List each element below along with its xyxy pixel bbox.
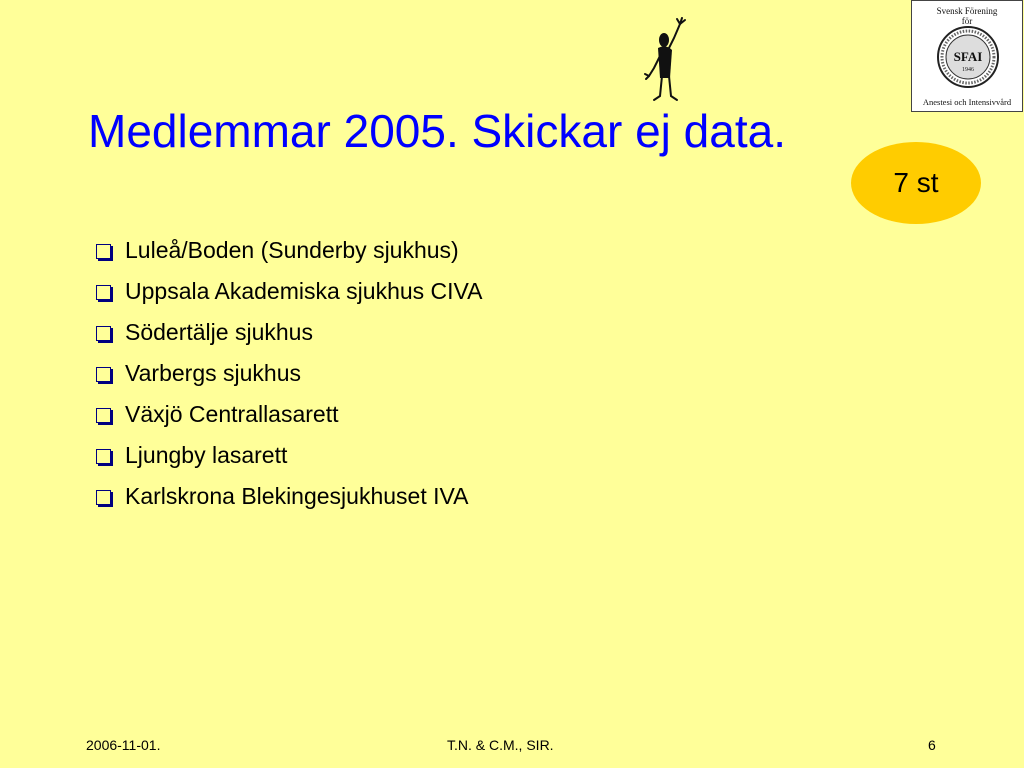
- slide-title: Medlemmar 2005. Skickar ej data.: [88, 105, 786, 157]
- count-badge: 7 st: [851, 142, 981, 224]
- list-item: Växjö Centrallasarett: [96, 394, 483, 435]
- footer-date: 2006-11-01.: [86, 737, 161, 753]
- list-item: Ljungby lasarett: [96, 435, 483, 476]
- logo-bottom-text: Anestesi och Intensivvård: [922, 97, 1012, 107]
- list-item: Varbergs sjukhus: [96, 353, 483, 394]
- list-item: Luleå/Boden (Sunderby sjukhus): [96, 230, 483, 271]
- footer-page-number: 6: [928, 737, 936, 753]
- square-bullet-icon: [96, 244, 111, 259]
- hospital-list: [96, 230, 483, 517]
- footer-author: T.N. & C.M., SIR.: [447, 737, 554, 753]
- seal-year: 1946: [962, 67, 974, 73]
- waving-person-icon: [640, 16, 696, 108]
- square-bullet-icon: [96, 408, 111, 423]
- square-bullet-icon: [96, 367, 111, 382]
- square-bullet-icon: [96, 449, 111, 464]
- square-bullet-icon: [96, 326, 111, 341]
- list-item: Karlskrona Blekingesjukhuset IVA: [96, 476, 483, 517]
- logo-line2: för: [961, 16, 973, 26]
- list-item: Södertälje sjukhus: [96, 312, 483, 353]
- logo-line1: Svensk Förening: [936, 6, 998, 16]
- list-item: Uppsala Akademiska sjukhus CIVA: [96, 271, 483, 312]
- seal-icon: [936, 25, 1000, 89]
- seal-text: SFAI: [953, 49, 983, 64]
- sfai-logo: [911, 0, 1023, 112]
- square-bullet-icon: [96, 490, 111, 505]
- square-bullet-icon: [96, 285, 111, 300]
